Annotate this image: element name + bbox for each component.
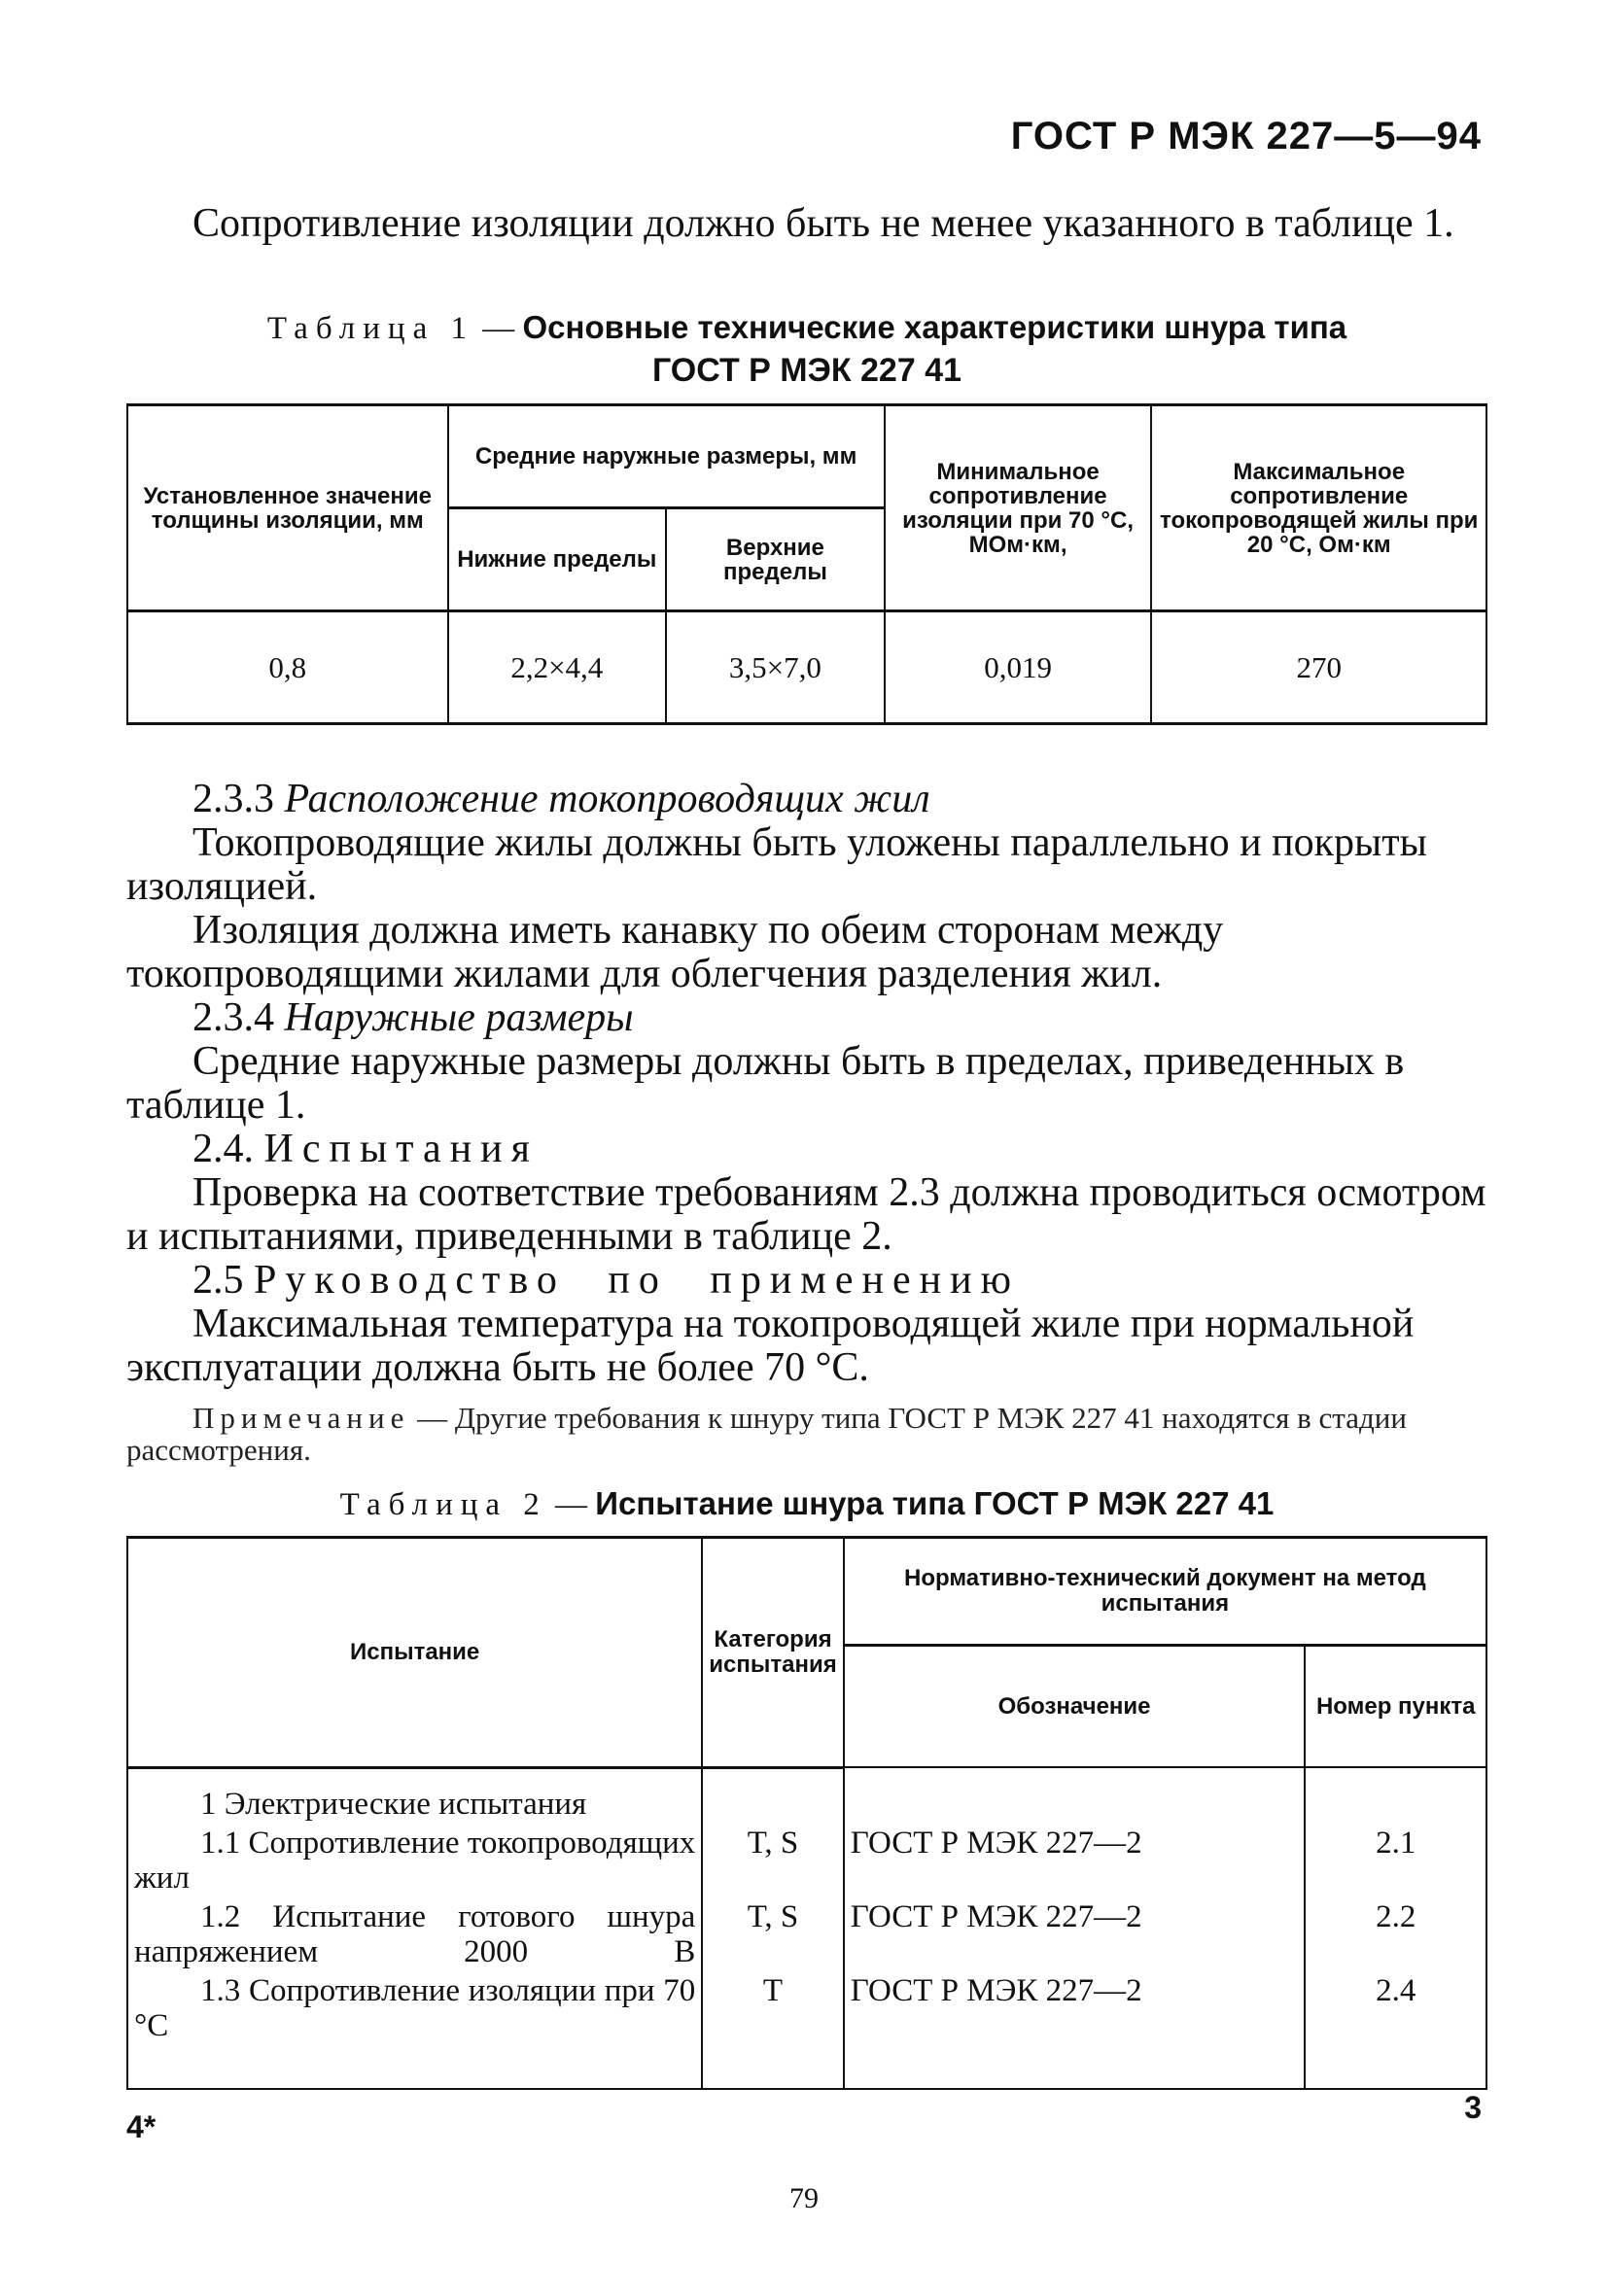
section-2-3-3-paragraph-2: Изоляция должна иметь канавку по обеим сторонам между токопроводящими жилами для облегчения разделения жил. [126, 908, 1224, 996]
t2-header-doc: Нормативно-технический документ на метод испытания [844, 1538, 1486, 1646]
section-2-3-3-title: Расположение токопроводящих жил [284, 777, 930, 821]
section-2-3-3-number: 2.3.3 [192, 777, 274, 821]
table1 [126, 403, 1487, 725]
section-2-4-number: 2.4. [192, 1127, 254, 1171]
table2-caption-title: Испытание шнура типа ГОСТ Р МЭК 227 41 [595, 1485, 1275, 1521]
section-2-3-4-title: Наружные размеры [284, 995, 634, 1040]
t2-header-test: Испытание [127, 1538, 702, 1768]
t1-header-upper: Верхние пределы [666, 508, 885, 611]
t2-row1-test: 1 Электрические испытания [127, 1767, 702, 1824]
t1-header-outer-dims: Средние наружные размеры, мм [448, 405, 885, 508]
t1-cell-max-resistance: 270 [1151, 611, 1486, 724]
t2-header-clause: Номер пункта [1305, 1646, 1486, 1768]
t2-row1-category [702, 1767, 843, 1824]
table2-caption [126, 1485, 1487, 1523]
t1-header-min-resistance: Минимальное сопротивление изоляции при 70 °С, МОм·км, [885, 405, 1152, 611]
note-paragraph [126, 1402, 1487, 1466]
footer-right-number: 3 [1464, 2090, 1482, 2125]
table1-caption-prefix: Таблица 1 [266, 311, 474, 346]
t2-spacer [127, 2045, 702, 2089]
table1-caption-line2 [126, 352, 1487, 390]
intro-text: Сопротивление изоляции должно быть не менее указанного в таблице 1. [192, 201, 1454, 246]
section-2-4-heading [126, 1128, 1487, 1171]
t2-row2-clause: 2.1 [1305, 1824, 1486, 1897]
note-block [126, 1402, 1487, 1466]
t2-row1-designation [844, 1767, 1306, 1824]
section-2-5-title: Руководство по применению [254, 1258, 1020, 1303]
t1-header-thickness: Установленное значение толщины изоляции, мм [127, 405, 448, 611]
t2-row2-test: 1.1 Сопротивление токопроводящих жил [127, 1824, 702, 1897]
section-2-5-number: 2.5 [192, 1258, 244, 1303]
table1-caption [126, 309, 1487, 347]
t2-row4-category: T [702, 1971, 843, 2045]
t1-cell-thickness: 0,8 [127, 611, 448, 724]
table1-caption-dash: — [473, 311, 523, 346]
section-2-3-4-paragraph-1: Средние наружные размеры должны быть в пределах, приведенных в таблице 1. [126, 1039, 1405, 1128]
intro-paragraph [126, 202, 1487, 246]
t2-spacer [1305, 2045, 1486, 2089]
table1-caption-designation: ГОСТ Р МЭК 227 41 [651, 352, 962, 389]
t2-spacer [702, 2045, 843, 2089]
section-2-3-3-paragraph-1: Токопроводящие жилы должны быть уложены параллельно и покрыты изоляцией. [126, 820, 1427, 909]
t2-row2-category: T, S [702, 1824, 843, 1897]
section-2-3-3-heading [126, 778, 1487, 821]
t1-cell-min-resistance: 0,019 [885, 611, 1152, 724]
document-header: ГОСТ Р МЭК 227—5—94 [1010, 115, 1482, 157]
section-2-4-title: Испытания [263, 1127, 539, 1171]
table2-caption-dash: — [546, 1487, 596, 1522]
t2-header-category: Категория испытания [702, 1538, 843, 1768]
t2-row2-designation: ГОСТ Р МЭК 227—2 [844, 1824, 1306, 1897]
section-2-5-heading [126, 1259, 1487, 1303]
t2-header-designation: Обозначение [844, 1646, 1306, 1768]
section-2-3-4-number: 2.3.4 [192, 995, 274, 1040]
footer-left-mark: 4* [126, 2109, 157, 2144]
t2-row4-test: 1.3 Сопротивление изоляции при 70 °С [127, 1971, 702, 2045]
t2-row3-category: T, S [702, 1897, 843, 1971]
t2-row4-clause: 2.4 [1305, 1971, 1486, 2045]
t2-row3-designation: ГОСТ Р МЭК 227—2 [844, 1897, 1306, 1971]
table1-caption-title: Основные технические характеристики шнура типа [522, 309, 1347, 345]
t2-row1-clause [1305, 1767, 1486, 1824]
note-text: — Другие требования к шнуру типа ГОСТ Р МЭК 227 41 находятся в стадии рассмотрения. [126, 1401, 1407, 1467]
t2-row4-designation: ГОСТ Р МЭК 227—2 [844, 1971, 1306, 2045]
t2-row3-test: 1.2 Испытание готового шнура напряжением 2000 В [127, 1897, 702, 1971]
t1-header-max-resistance: Максимальное сопротивление токопроводящей жилы при 20 °С, Ом·км [1151, 405, 1486, 611]
section-2-3-4-heading [126, 996, 1487, 1040]
sections-block [126, 778, 1487, 1390]
section-2-5-paragraph-1: Максимальная температура на токопроводящей жиле при нормальной эксплуатации должна быть не более 70 °С. [126, 1302, 1415, 1390]
table2-caption-prefix: Таблица 2 [339, 1487, 547, 1522]
table2 [126, 1536, 1487, 2090]
t2-spacer [844, 2045, 1306, 2089]
t1-header-lower: Нижние пределы [448, 508, 667, 611]
t2-row3-clause: 2.2 [1305, 1897, 1486, 1971]
t1-cell-upper: 3,5×7,0 [666, 611, 885, 724]
note-label: Примечание [192, 1401, 410, 1435]
section-2-4-paragraph-1: Проверка на соответствие требованиям 2.3 должна проводиться осмотром и испытаниями, приведенными в таблице 2. [126, 1170, 1486, 1259]
page-number: 79 [789, 2182, 819, 2214]
t1-cell-lower: 2,2×4,4 [448, 611, 667, 724]
